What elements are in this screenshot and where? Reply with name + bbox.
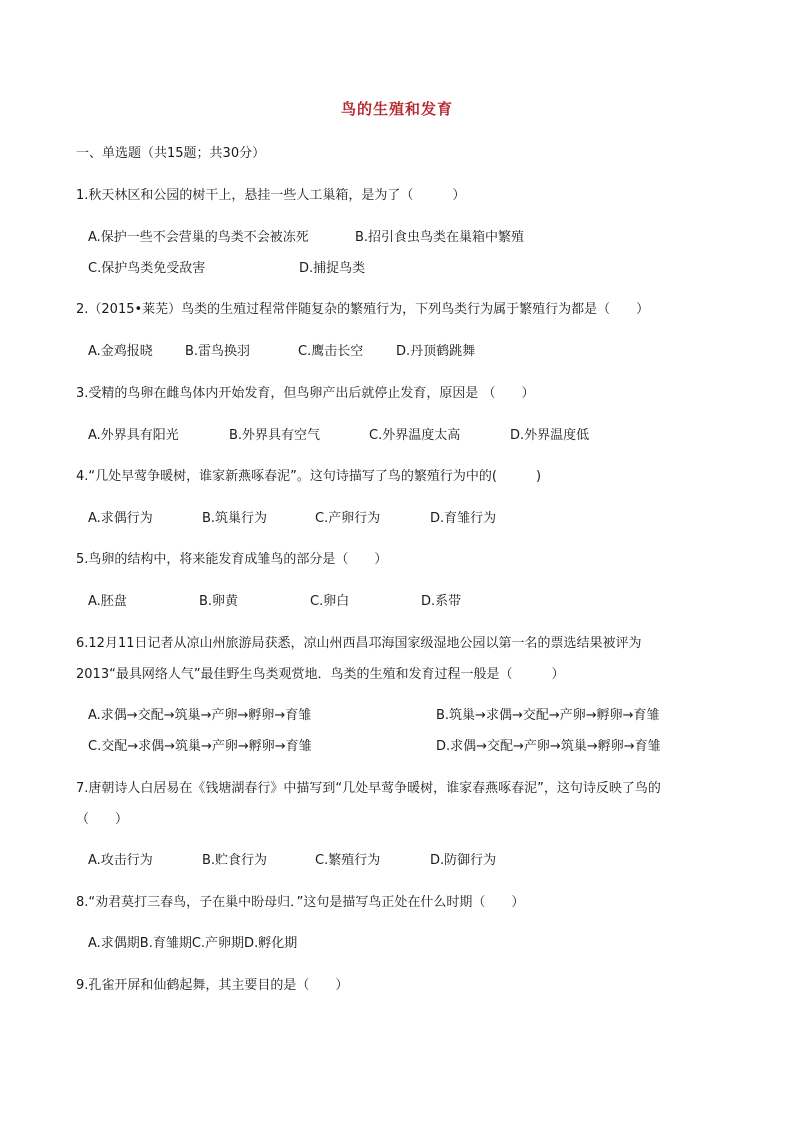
question-7-option-a: A.攻击行为 bbox=[88, 853, 153, 868]
question-3-option-d: D.外界温度低 bbox=[510, 428, 590, 443]
question-6-option-d: D.求偶→交配→产卵→筑巢→孵卵→育雏 bbox=[436, 739, 661, 754]
question-1-text: 1.秋天林区和公园的树干上，悬挂一些人工巢箱，是为了（ ） bbox=[76, 188, 466, 203]
question-5-option-c: C.卵白 bbox=[310, 594, 350, 609]
question-7-option-c: C.繁殖行为 bbox=[315, 853, 381, 868]
page-title: 鸟的生殖和发育 bbox=[340, 100, 453, 118]
question-1-option-c: C.保护鸟类免受敌害 bbox=[88, 261, 206, 276]
question-7-option-d: D.防御行为 bbox=[430, 853, 497, 868]
question-6-option-a: A.求偶→交配→筑巢→产卵→孵卵→育雏 bbox=[88, 708, 312, 723]
question-4-option-c: C.产卵行为 bbox=[315, 511, 381, 526]
question-6-option-c: C.交配→求偶→筑巢→产卵→孵卵→育雏 bbox=[88, 739, 312, 754]
question-5-text: 5.鸟卵的结构中，将来能发育成雏鸟的部分是（ ） bbox=[76, 552, 388, 567]
question-3-option-c: C.外界温度太高 bbox=[369, 428, 461, 443]
question-2-option-d: D.丹顶鹤跳舞 bbox=[396, 344, 476, 359]
question-7-text-line-2: （ ） bbox=[76, 812, 129, 827]
question-2-option-a: A.金鸡报晓 bbox=[88, 344, 153, 359]
question-1-option-a: A.保护一些不会营巢的鸟类不会被冻死 bbox=[88, 230, 309, 245]
section-heading: 一、单选题（共15题；共30分） bbox=[76, 146, 266, 161]
question-6-option-b: B.筑巢→求偶→交配→产卵→孵卵→育雏 bbox=[436, 708, 660, 723]
question-5-option-b: B.卵黄 bbox=[199, 594, 239, 609]
question-7-text-line-1: 7.唐朝诗人白居易在《钱塘湖春行》中描写到“几处早莺争暖树，谁家春燕啄春泥”，这句诗反映了鸟的 bbox=[76, 781, 661, 796]
question-2-option-b: B.雷鸟换羽 bbox=[185, 344, 251, 359]
question-2-text: 2.（2015•莱芜）鸟类的生殖过程常伴随复杂的繁殖行为，下列鸟类行为属于繁殖行为都是（ ） bbox=[76, 302, 650, 317]
question-4-option-a: A.求偶行为 bbox=[88, 511, 153, 526]
question-4-text: 4.“几处早莺争暖树，谁家新燕啄春泥”。这句诗描写了鸟的繁殖行为中的( ) bbox=[76, 469, 542, 484]
question-3-option-b: B.外界具有空气 bbox=[229, 428, 321, 443]
question-4-option-d: D.育雏行为 bbox=[430, 511, 497, 526]
question-1-option-d: D.捕捉鸟类 bbox=[299, 261, 366, 276]
question-6-text-line-1: 6.12月11日记者从凉山州旅游局获悉，凉山州西昌邛海国家级湿地公园以第一名的票选结果被评为 bbox=[76, 636, 642, 651]
question-8-options: A.求偶期B.育雏期C.产卵期D.孵化期 bbox=[88, 936, 298, 951]
question-5-option-a: A.胚盘 bbox=[88, 594, 127, 609]
question-7-option-b: B.贮食行为 bbox=[202, 853, 268, 868]
question-4-option-b: B.筑巢行为 bbox=[202, 511, 268, 526]
question-5-option-d: D.系带 bbox=[421, 594, 462, 609]
question-6-text-line-2: 2013“最具网络人气”最佳野生鸟类观赏地．鸟类的生殖和发育过程一般是（ ） bbox=[76, 667, 565, 682]
question-3-option-a: A.外界具有阳光 bbox=[88, 428, 179, 443]
question-1-option-b: B.招引食虫鸟类在巢箱中繁殖 bbox=[355, 230, 525, 245]
question-8-text: 8.“劝君莫打三春鸟，子在巢中盼母归．”这句是描写鸟正处在什么时期（ ） bbox=[76, 895, 525, 910]
question-2-option-c: C.鹰击长空 bbox=[298, 344, 364, 359]
question-3-text: 3.受精的鸟卵在雌鸟体内开始发育，但鸟卵产出后就停止发育，原因是 （ ） bbox=[76, 386, 535, 401]
question-9-text: 9.孔雀开屏和仙鹤起舞，其主要目的是（ ） bbox=[76, 978, 349, 993]
